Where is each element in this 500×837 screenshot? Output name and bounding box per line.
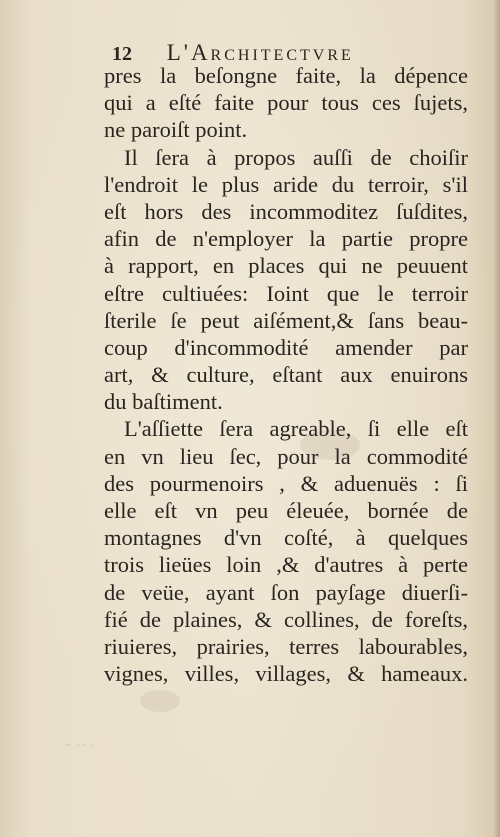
running-title: L'Architectvre — [166, 40, 354, 65]
text-line: trois lieües loin ,& d'autres à perte — [104, 552, 468, 578]
text-line: de veüe, ayant ſon payſage diuerſi- — [104, 579, 468, 605]
text-line: du baſtiment. — [104, 389, 223, 415]
text-line: L'aſſiette ſera agreable, ſi elle eſt — [124, 416, 468, 442]
text-line: qui a eſté faite pour tous ces ſujets, — [104, 90, 468, 116]
text-line: ſterile ſe peut aiſément,& ſans beau- — [104, 307, 468, 333]
text-line: des pourmenoirs , & aduenuës : ſi — [104, 470, 468, 496]
text-line: Il ſera à propos auſſi de choiſir — [124, 144, 468, 170]
page-edge-shadow — [493, 0, 500, 837]
text-line: coup d'incommodité amender par — [104, 334, 468, 360]
text-line: vignes, villes, villages, & hameaux. — [104, 661, 468, 687]
text-line: art, & culture, eſtant aux enuirons — [104, 362, 468, 388]
text-line: ne paroiſt point. — [104, 117, 248, 143]
text-line: en vn lieu ſec, pour la commodité — [104, 443, 468, 469]
page-number: 12 — [112, 43, 132, 65]
text-line: pres la beſongne faite, la dépence — [104, 63, 468, 88]
text-line: eſtre cultiuées: Ioint que le terroir — [104, 280, 468, 306]
text-line: afin de n'employer la partie propre — [104, 226, 468, 252]
text-line: l'endroit le plus aride du terroir, s'il — [104, 171, 468, 197]
paper-stain — [140, 690, 180, 712]
text-line: riuieres, prairies, terres labourables, — [104, 633, 468, 659]
text-line: montagnes d'vn coſté, à quelques — [104, 525, 468, 551]
text-line: fié de plaines, & collines, de foreſts, — [104, 606, 468, 632]
text-line: elle eſt vn peu éleuée, bornée de — [104, 498, 468, 523]
faint-pencil-mark: ~ ·· · — [66, 740, 97, 750]
body-text — [104, 62, 468, 687]
text-line: eſt hors des incommoditez ſuſdites, — [104, 198, 468, 224]
text-line: à rapport, en places qui ne peuuent — [104, 253, 468, 279]
